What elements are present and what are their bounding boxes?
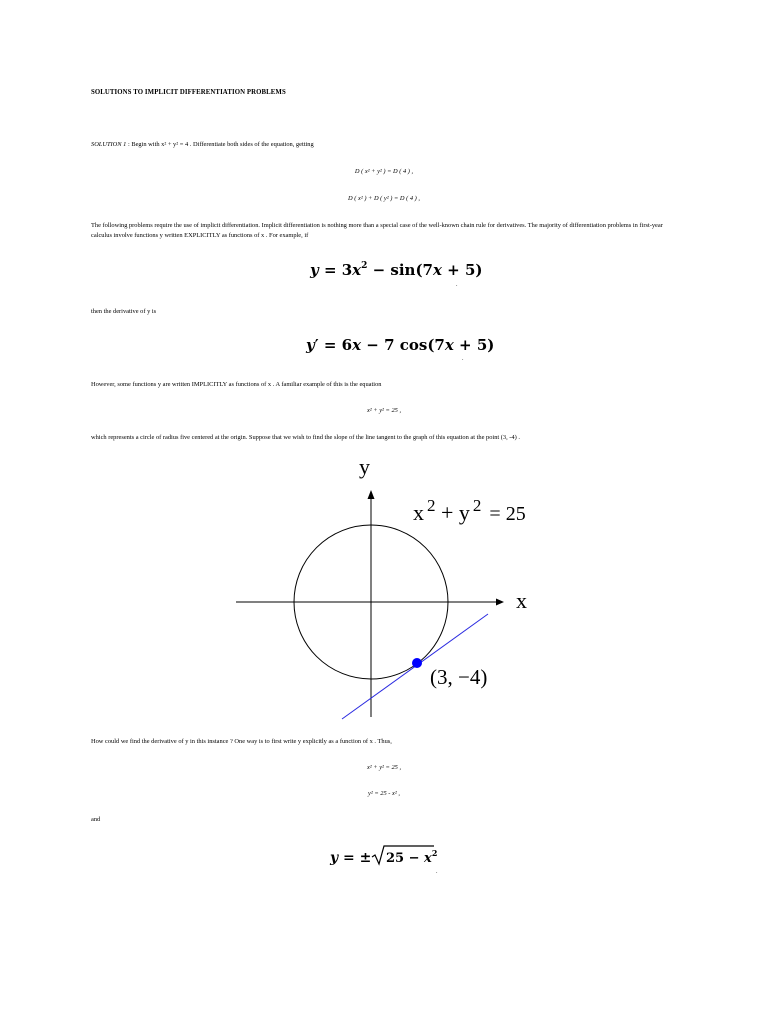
punct-dot: . bbox=[462, 356, 464, 362]
page-title: SOLUTIONS TO IMPLICIT DIFFERENTIATION PROBLEMS bbox=[91, 89, 286, 96]
and-text: and bbox=[91, 816, 101, 823]
solution-1-line bbox=[91, 140, 314, 150]
svg-text:y′ = 6x − 7 cos(7x + 5): y′ = 6x − 7 cos(7x + 5) bbox=[306, 336, 495, 354]
equation-sqrt bbox=[330, 843, 450, 874]
eq-exp-a: 2 bbox=[427, 496, 436, 515]
x-axis-label: x bbox=[516, 588, 527, 613]
equation-derivative bbox=[306, 333, 495, 361]
equation-thus-2: y² = 25 - x² , bbox=[368, 790, 400, 797]
eq-exp-b: 2 bbox=[472, 496, 482, 515]
intro-paragraph: The following problems require the use of implicit differentiation. Implicit differentiation is nothing more than a special case of the well-known chain rule for derivatives. The majority of differentiation problems in first-year calculus involve functions y written EXPLICITLY as functions of x . For example, if bbox=[91, 222, 663, 239]
equation-solution-1-a: D ( x² + y² ) = D ( 4 ) , bbox=[354, 168, 414, 175]
equation-thus-1: x² + y² = 25 , bbox=[366, 764, 402, 771]
tangent-point bbox=[412, 658, 422, 668]
y-axis-label: y bbox=[359, 454, 370, 479]
eq-x: x bbox=[413, 500, 424, 525]
svg-text:y = ±: y = ± bbox=[330, 850, 372, 866]
svg-text:y = 3x2 − sin(7x + 5): $y = 3x^2 - \sin(7x + 5)$ bbox=[310, 261, 483, 279]
equation-label bbox=[413, 496, 526, 525]
eq-rhs: = 25 bbox=[489, 503, 526, 525]
then-text: then the derivative of y is bbox=[91, 308, 157, 315]
solution-1-label: SOLUTION 1 bbox=[91, 141, 127, 148]
equation-explicit-function-glyph bbox=[310, 258, 483, 282]
equation-circle: x² + y² = 25 , bbox=[366, 407, 402, 414]
equation-sqrt-glyph bbox=[330, 843, 450, 869]
equation-derivative-glyph bbox=[306, 333, 495, 357]
circle-description: which represents a circle of radius five centered at the origin. Suppose that we wish to find the slope of the line tangent to the graph of this equation at the point (3, -4) . bbox=[91, 434, 520, 441]
svg-text:25 − x2: $25 - x^2$ bbox=[386, 848, 438, 866]
equation-explicit-function bbox=[310, 258, 483, 286]
however-text: However, some functions y are written IMPLICITLY as functions of x . A familiar example of this is the equation bbox=[91, 381, 382, 388]
punct-dot: . bbox=[436, 869, 438, 875]
how-text: How could we find the derivative of y in this instance ? One way is to first write y explicitly as a function of x . Thus, bbox=[91, 738, 392, 745]
equation-solution-1-b: D ( x² ) + D ( y² ) = D ( 4 ) , bbox=[348, 195, 420, 202]
x-axis-arrow-icon bbox=[496, 599, 504, 606]
y-axis-arrow-icon bbox=[368, 490, 375, 499]
circle-tangent-diagram bbox=[230, 452, 550, 724]
solution-1-text: : Begin with x² + y² = 4 . Differentiate both sides of the equation, getting bbox=[126, 141, 314, 148]
point-label: (3, −4) bbox=[430, 665, 488, 689]
eq-plus-y: + y bbox=[435, 500, 470, 525]
punct-dot: . bbox=[456, 282, 458, 288]
